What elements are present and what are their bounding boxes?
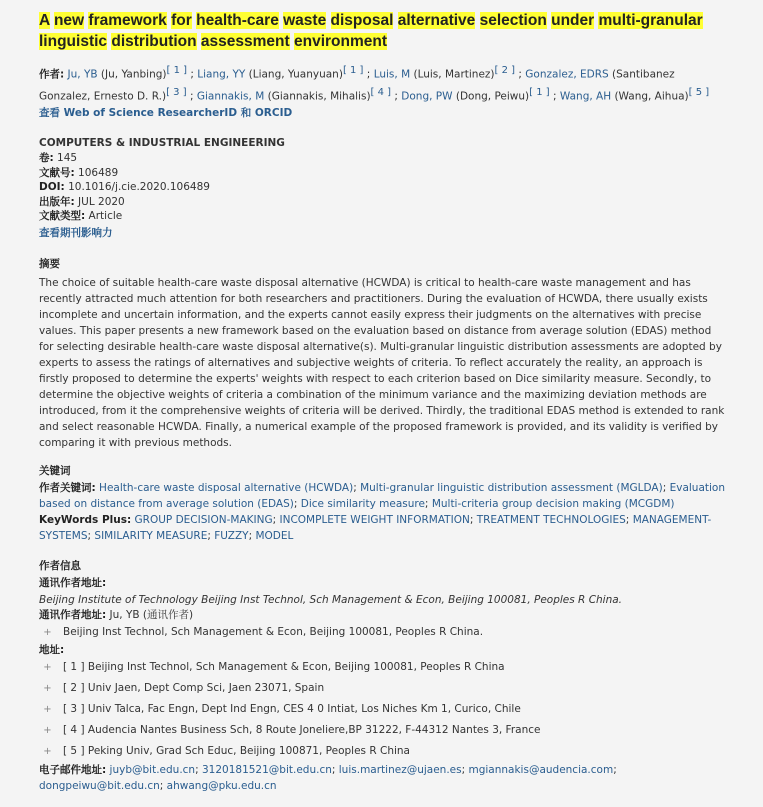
keyword-plus-link[interactable]: FUZZY [214, 529, 249, 542]
email-link[interactable]: mgiannakis@audencia.com [468, 763, 614, 776]
doc-type-field: 文献类型: Article [39, 210, 123, 222]
keyword-plus-link[interactable]: MODEL [255, 529, 294, 542]
title-word: for [171, 12, 192, 29]
author-keyword-link[interactable]: Health-care waste disposal alternative (HCWDA) [99, 481, 354, 494]
address-text: [ 1 ] Beijing Inst Technol, Sch Management & Econ, Beijing 100081, Peoples R China [63, 660, 505, 673]
email-line: 电子邮件地址: juyb@bit.edu.cn; 3120181521@bit.edu.cn; luis.martinez@ujaen.es; mgiannakis@audencia.com; dongpeiwu@bit.edu.cn; ahwang@pku.edu.cn [39, 763, 617, 792]
corresponding-author: 通讯作者地址: Ju, YB (通讯作者) [39, 608, 194, 621]
keywords-plus: KeyWords Plus: GROUP DECISION-MAKING; INCOMPLETE WEIGHT INFORMATION; TREATMENT TECHNOLOGIES; MANAGEMENT-SYSTEMS; SIMILARITY MEASURE; FUZZY; MODEL [39, 513, 712, 542]
volume-field: 卷: 145 [39, 152, 78, 164]
title-word: health-care [196, 12, 279, 29]
address-row [39, 720, 725, 741]
doi-field: DOI: 10.1016/j.cie.2020.106489 [39, 181, 210, 193]
addresses-label: 地址: [39, 643, 65, 656]
addresses-list [39, 657, 725, 762]
title-word: alternative [397, 12, 476, 29]
author-fullname: (Dong, Peiwu) [452, 90, 530, 102]
author-keyword-link[interactable]: Multi-granular linguistic distribution assessment (MGLDA) [360, 481, 663, 494]
keyword-plus-link[interactable]: INCOMPLETE WEIGHT INFORMATION [279, 513, 470, 526]
corresponding-address-row: + Beijing Inst Technol, Sch Management & Econ, Beijing 100081, Peoples R China. [43, 625, 484, 638]
author-link[interactable]: Luis, M [373, 68, 411, 81]
title-word: multi-granular [598, 12, 703, 29]
author-keyword-link[interactable]: Dice similarity measure [300, 497, 425, 510]
journal-impact-link[interactable]: 查看期刊影响力 [39, 226, 113, 239]
author-keywords: 作者关键词: Health-care waste disposal alternative (HCWDA); Multi-granular linguistic distribution assessment (MGLDA); Evaluation based on distance from average solution (EDAS); Dice similarity measure; Multi-criteria group decision making (MCGDM) [39, 481, 725, 510]
article-title [39, 10, 725, 52]
author-link[interactable]: Wang, AH [559, 90, 612, 102]
address-text: [ 3 ] Univ Talca, Fac Engn, Dept Ind Engn, CES 4 0 Intiat, Los Niches Km 1, Curico, Chile [63, 702, 521, 715]
author-fullname: (Luis, Martinez) [410, 68, 495, 81]
abstract-text: The choice of suitable health-care waste disposal alternative (HCWDA) is critical to health-care waste management and has recently attracted much attention for both researchers and practitioners. During the evaluation of HCWDA, there usually exists incomplete and uncertain information, and the experts cannot easily express their judgments on the alternatives with precise values. This paper presents a new framework based on the evaluation based on distance from average solution (EDAS) method for selecting desirable health-care waste disposal alternative(s). Multi-granular linguistic distribution assessments are adopted by experts to assess the ratings of alternatives and subjective weights of criteria. To reflect accurately the reality, an approach is firstly proposed to determine the experts' weights with respect to each criterion based on Dice similarity measure. Secondly, to determine the objective weights of criteria a combination of the minimum variance and the maximizing deviation methods are introduced, from it the comprehensive weights of criteria will be derived. Thirdly, the traditional EDAS method is extended to rank and select reasonable HCWDA. Finally, a numerical example of the proposed framework is provided, and its validity is verified by comparing it with previous methods. [39, 276, 725, 449]
author-info-heading: 作者信息 [39, 559, 81, 572]
article-number-field: 文献号: 106489 [39, 166, 119, 179]
expand-icon[interactable]: + [43, 626, 52, 638]
author-affiliation-ref[interactable]: [ 1 ] [342, 65, 364, 76]
email-link[interactable]: 3120181521@bit.edu.cn [201, 763, 332, 776]
email-link[interactable]: juyb@bit.edu.cn [109, 763, 196, 776]
address-text: [ 4 ] Audencia Nantes Business Sch, 8 Route Joneliere,BP 31222, F-44312 Nantes 3, France [63, 723, 541, 736]
expand-icon[interactable]: + [43, 703, 52, 715]
email-link[interactable]: dongpeiwu@bit.edu.cn [39, 779, 160, 792]
author-affiliation-ref[interactable]: [ 3 ] [166, 86, 187, 98]
address-text: [ 2 ] Univ Jaen, Dept Comp Sci, Jaen 23071, Spain [63, 681, 325, 694]
address-row [39, 657, 725, 678]
author-keyword-link[interactable]: Multi-criteria group decision making (MCGDM) [431, 497, 675, 510]
authors-line: 作者: Ju, YB (Ju, Yanbing)[ 1 ] ; Liang, YY (Liang, Yuanyuan)[ 1 ] ; Luis, M (Luis, Martinez)[ 2 ] ; Gonzalez, EDRS (Santibanez Gonzalez, Ernesto D. R.)[ 3 ] ; Giannakis, M (Giannakis, Mihalis)[ 4 ] ; Dong, PW (Dong, Peiwu)[ 1 ] ; Wang, AH (Wang, Aihua)[ 5 ] [39, 65, 710, 102]
author-fullname: (Santibanez Gonzalez, Ernesto D. R.) [39, 68, 675, 102]
address-text: [ 5 ] Peking Univ, Grad Sch Educ, Beijing 100871, Peoples R China [63, 744, 410, 757]
keyword-plus-link[interactable]: SIMILARITY MEASURE [94, 529, 208, 542]
author-fullname: (Wang, Aihua) [611, 90, 689, 102]
email-link[interactable]: luis.martinez@ujaen.es [338, 763, 462, 776]
expand-icon[interactable]: + [43, 661, 52, 673]
author-link[interactable]: Gonzalez, EDRS [525, 68, 609, 81]
expand-icon[interactable]: + [43, 682, 52, 694]
author-fullname: (Liang, Yuanyuan) [245, 68, 343, 81]
author-fullname: (Giannakis, Mihalis) [264, 90, 371, 102]
title-word: waste [283, 12, 327, 29]
title-word: disposal [330, 12, 394, 29]
title-word: selection [479, 12, 547, 29]
corresponding-address: Beijing Institute of Technology Beijing Inst Technol, Sch Management & Econ, Beijing 100081, Peoples R China. [39, 593, 623, 606]
researcher-id-link[interactable]: 查看 Web of Science ResearcherID 和 ORCID [39, 107, 293, 119]
author-affiliation-ref[interactable]: [ 1 ] [166, 65, 188, 76]
title-word: new [53, 12, 85, 29]
author-keyword-link[interactable]: Evaluation based on distance from average solution (EDAS) [39, 481, 725, 510]
author-link[interactable]: Ju, YB [67, 68, 98, 81]
author-affiliation-ref[interactable]: [ 2 ] [494, 65, 516, 76]
expand-icon[interactable]: + [43, 745, 52, 757]
author-link[interactable]: Liang, YY [197, 68, 246, 81]
journal-name: COMPUTERS & INDUSTRIAL ENGINEERING [39, 137, 285, 149]
abstract-heading: 摘要 [39, 257, 60, 270]
authors-label: 作者: [39, 68, 65, 81]
address-row [39, 741, 725, 762]
author-fullname: (Ju, Yanbing) [97, 68, 167, 81]
author-link[interactable]: Dong, PW [401, 90, 453, 102]
keyword-plus-link[interactable]: GROUP DECISION-MAKING [134, 513, 273, 526]
expand-icon[interactable]: + [43, 724, 52, 736]
keyword-plus-link[interactable]: TREATMENT TECHNOLOGIES [476, 513, 626, 526]
title-word: assessment [200, 33, 290, 50]
pub-year-field: 出版年: JUL 2020 [39, 195, 125, 208]
title-word: linguistic [39, 33, 108, 50]
title-word: under [551, 12, 595, 29]
author-affiliation-ref[interactable]: [ 4 ] [370, 86, 392, 98]
keyword-plus-link[interactable]: MANAGEMENT-SYSTEMS [39, 513, 712, 542]
title-word: distribution [111, 33, 197, 50]
title-word: environment [294, 33, 388, 50]
corresponding-address-label: 通讯作者地址: [39, 576, 107, 589]
author-link[interactable]: Giannakis, M [196, 90, 265, 102]
email-link[interactable]: ahwang@pku.edu.cn [166, 779, 277, 792]
title-word: framework [88, 12, 167, 29]
keywords-heading: 关键词 [39, 464, 71, 477]
title-word: A [39, 12, 50, 29]
address-row [39, 678, 725, 699]
address-row [39, 699, 725, 720]
author-affiliation-ref[interactable]: [ 1 ] [529, 86, 550, 98]
author-affiliation-ref[interactable]: [ 5 ] [688, 86, 710, 98]
